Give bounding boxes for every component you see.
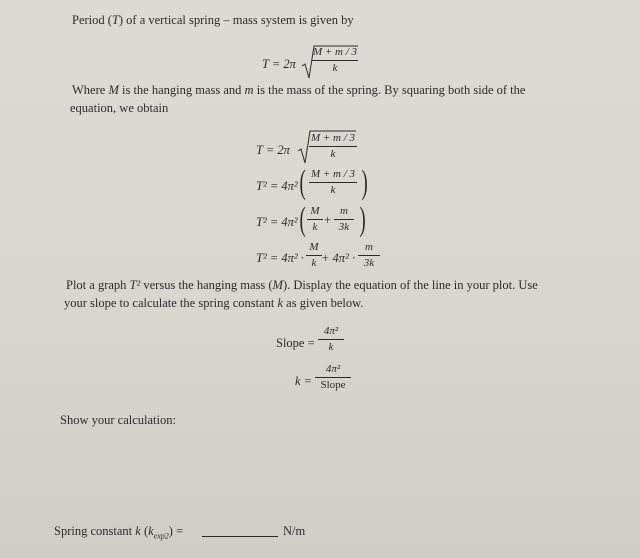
eq4-mid: + 4π² · <box>321 251 356 265</box>
eq3-fraction-1: M k <box>307 206 323 233</box>
formula-main-fraction: M + m / 3 k <box>312 46 358 74</box>
k-formula-lhs: k = <box>295 374 313 388</box>
eq1-fraction: M + m / 3 k <box>310 132 356 160</box>
eq3-lhs: T² = 4π² <box>256 215 298 229</box>
where-line-1: Where M is the hanging mass and m is the mass of the spring. By squaring both side of the <box>72 83 526 97</box>
right-paren: ) <box>359 201 366 238</box>
eq4-fraction-1: M k <box>306 242 322 269</box>
show-calculation-label: Show your calculation: <box>60 413 176 427</box>
eq4-fraction-2: m 3k <box>358 242 380 269</box>
slope-fraction: 4π² k <box>318 326 344 353</box>
spring-constant-label: Spring constant k $(k_{exp2})$ = <box>54 524 184 541</box>
plot-instruction-line-2: your slope to calculate the spring constant k as given below. <box>64 296 364 310</box>
eq2-lhs: T² = 4π² <box>256 179 298 193</box>
eq3-plus: + <box>324 213 332 227</box>
units-label: N/m <box>283 524 306 538</box>
eq4-lhs: T² = 4π² · <box>256 251 304 265</box>
formula-main-lhs: T = 2π <box>262 57 296 71</box>
left-paren: ( <box>299 201 306 238</box>
where-line-2: equation, we obtain <box>70 101 169 115</box>
k-formula-fraction: 4π² Slope <box>315 364 351 391</box>
spring-constant-answer-field[interactable] <box>202 536 278 537</box>
eq2-fraction: M + m / 3 k <box>310 168 356 196</box>
plot-instruction-line-1: Plot a graph T² versus the hanging mass (M). Display the equation of the line in your plot. Use <box>66 278 538 292</box>
intro-text: Period (T) of a vertical spring – mass system is given by <box>72 13 354 27</box>
eq3-fraction-2: m 3k <box>334 206 354 233</box>
eq1-lhs: T = 2π <box>256 143 290 157</box>
slope-lhs: Slope = <box>276 336 315 350</box>
right-paren: ) <box>361 164 368 201</box>
left-paren: ( <box>299 164 306 201</box>
